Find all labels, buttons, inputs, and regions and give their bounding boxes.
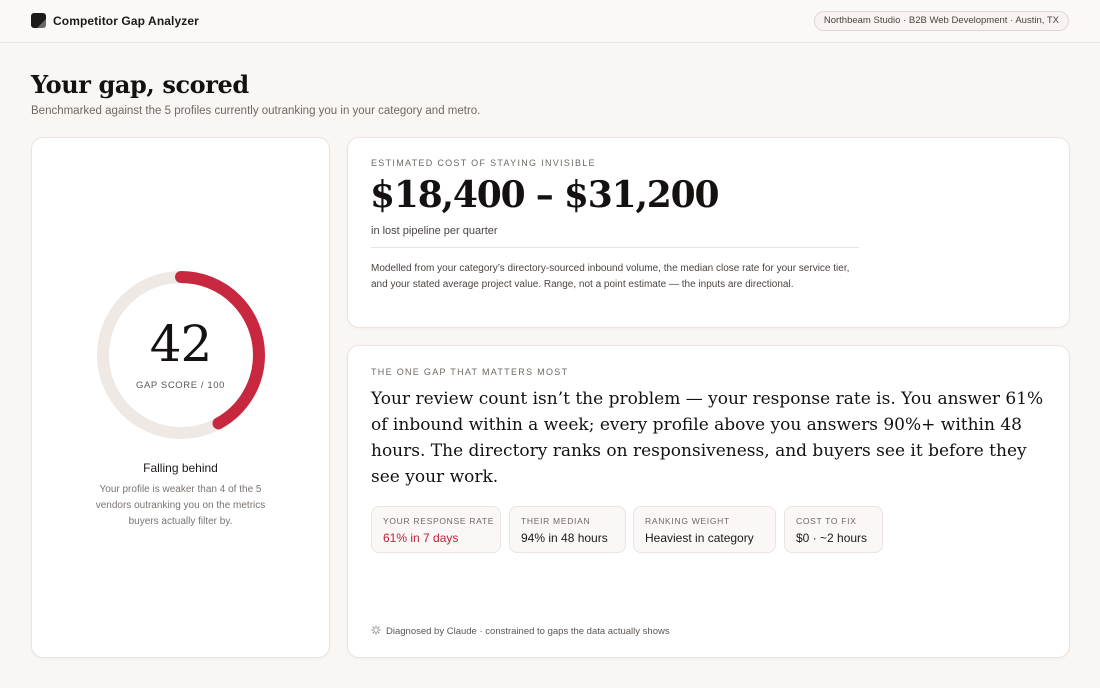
cost-caption: in lost pipeline per quarter — [371, 225, 498, 237]
metric-value: $0 · ~2 hours — [796, 531, 868, 545]
cost-eyebrow: ESTIMATED COST OF STAYING INVISIBLE — [371, 158, 596, 168]
metric-value: 61% in 7 days — [383, 531, 459, 545]
gap-statement: Your review count isn’t the problem — your response rate is. You answer 61% of inbound within a week; every profile above you answers 90%+ within 48 hours. The directory ranks on responsiveness, and buyers see it before they see your work. — [371, 389, 1044, 487]
app-title: Competitor Gap Analyzer — [53, 14, 199, 28]
sparkle-icon — [371, 625, 381, 635]
gap-score-value: 42 — [149, 315, 212, 373]
metric-label: RANKING WEIGHT — [645, 516, 730, 526]
key-gap-card — [347, 345, 1070, 658]
divider — [371, 247, 859, 248]
cost-range-value: $18,400 – $31,200 — [370, 174, 719, 216]
score-status: Falling behind — [143, 461, 218, 475]
metric-value: Heaviest in category — [645, 531, 754, 545]
metric-label: YOUR RESPONSE RATE — [383, 516, 495, 526]
gap-score-label: GAP SCORE / 100 — [135, 380, 226, 391]
footnote-text: Diagnosed by Claude · constrained to gaps the data actually shows — [386, 626, 670, 637]
profile-context-badge[interactable]: Northbeam Studio · B2B Web Development · Austin, TX — [814, 11, 1069, 31]
app-logo-icon — [31, 13, 46, 28]
top-bar — [0, 0, 1100, 43]
metric-ranking-weight — [633, 506, 776, 553]
metric-your-response-rate — [371, 506, 501, 553]
metric-their-median — [509, 506, 626, 553]
page-title: Your gap, scored — [31, 70, 249, 99]
score-description: Your profile is weaker than 4 of the 5 vendors outranking you on the metrics buyers actually filter by. — [95, 484, 266, 527]
page-subtitle: Benchmarked against the 5 profiles currently outranking you in your category and metro. — [31, 105, 481, 117]
metric-label: COST TO FIX — [796, 516, 857, 526]
metric-label: THEIR MEDIAN — [521, 516, 591, 526]
metric-value: 94% in 48 hours — [521, 531, 608, 545]
cost-methodology-note: Modelled from your category’s directory-sourced inbound volume, the median close rate for your service tier, and your stated average project value. Range, not a point estimate — the inputs are directional. — [371, 263, 850, 290]
gap-score-card — [31, 137, 330, 658]
diagnosis-footnote — [371, 625, 670, 637]
metric-cost-to-fix — [784, 506, 883, 553]
cost-estimate-card — [347, 137, 1070, 328]
gap-eyebrow: THE ONE GAP THAT MATTERS MOST — [371, 367, 569, 377]
